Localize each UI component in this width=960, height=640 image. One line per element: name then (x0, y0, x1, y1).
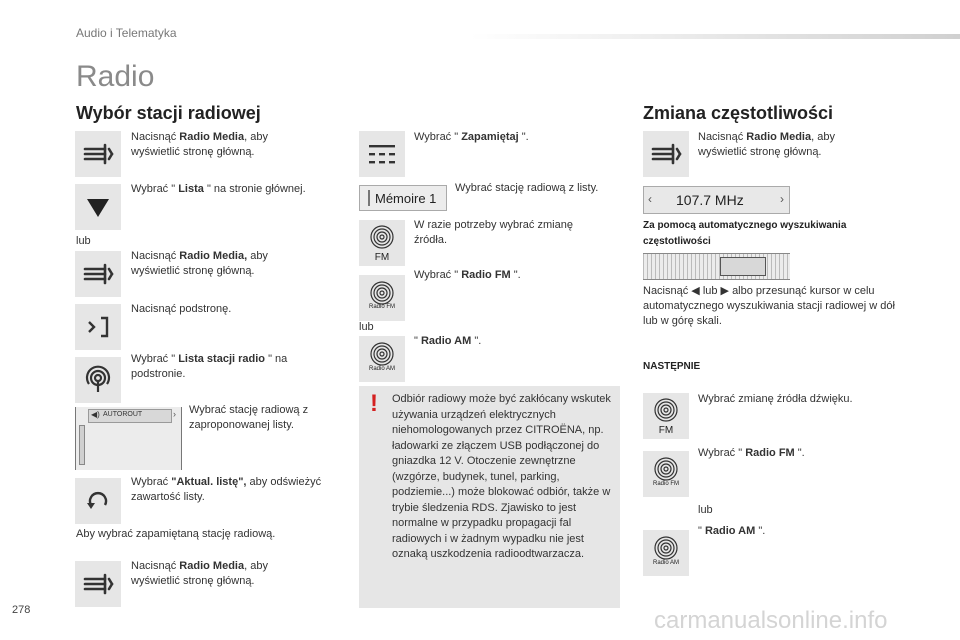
fm-label: FM (374, 252, 390, 263)
middle-step5-text (414, 334, 604, 349)
left-step7-text (131, 475, 326, 505)
mid-step1-bold: Zapamiętaj (461, 131, 519, 143)
radio-am-icon (643, 530, 689, 576)
frequency-value: 107.7 MHz (676, 192, 744, 208)
right-or-1: lub (698, 504, 713, 516)
radio-fm-label: Radio FM (652, 481, 679, 487)
frequency-scale[interactable] (643, 253, 790, 280)
step5-pre: Wybrać " (131, 353, 179, 365)
radio-fm-icon (643, 451, 689, 497)
header-section: Audio i Telematyka (76, 26, 177, 40)
r-step1-pre: Nacisnąć (698, 131, 747, 143)
step5-post: " na podstronie. (131, 353, 288, 380)
memory-button[interactable] (359, 185, 447, 211)
chevron-right-icon: › (780, 192, 784, 206)
step1-bold: Radio Media (179, 131, 245, 143)
mid-step1-pre: Wybrać " (414, 131, 462, 143)
radio-media-icon (643, 131, 689, 177)
station-list-thumbnail (75, 407, 182, 470)
mid-step1-post: ". (518, 131, 529, 143)
memory-button-divider (368, 190, 370, 206)
fm-label: FM (658, 425, 674, 436)
chevron-right-icon: › (173, 409, 176, 419)
mid-step4-pre: Wybrać " (414, 269, 462, 281)
step7-pre: Wybrać (131, 476, 172, 488)
radio-am-label: Radio AM (368, 366, 395, 372)
right-step5-text (698, 524, 888, 539)
left-memorize-text: Aby wybrać zapamiętaną stację radiową. (76, 528, 276, 540)
mid-step5-pre: " (414, 335, 421, 347)
middle-step4-text (414, 268, 604, 283)
step3-bold: Radio Media, (179, 250, 248, 262)
middle-step2-text: Wybrać stację radiową z listy. (455, 182, 599, 194)
step7-bold: "Aktual. listę", (171, 476, 247, 488)
middle-step1-text (414, 130, 614, 145)
right-heading: Zmiana częstotliwości (643, 103, 834, 123)
left-step2-text (131, 182, 346, 197)
right-step4-text (698, 446, 888, 461)
middle-step3-text: W razie potrzeby wybrać zmianę źródła. (414, 219, 573, 246)
frequency-display[interactable] (643, 186, 790, 214)
middle-or-1: lub (359, 321, 374, 333)
chevron-down-icon (75, 184, 121, 230)
right-step3-text: Wybrać zmianę źródła dźwięku. (698, 393, 853, 405)
step2-pre: Wybrać " (131, 183, 179, 195)
r-step1-bold: Radio Media (746, 131, 812, 143)
step3-pre: Nacisnąć (131, 250, 180, 262)
step1-pre: Nacisnąć (131, 131, 180, 143)
refresh-icon (75, 478, 121, 524)
step3-post: aby wyświetlić stronę główną. (131, 250, 268, 277)
mid-step5-bold: Radio AM (420, 335, 472, 347)
radio-am-icon (359, 336, 405, 382)
header-rule (470, 34, 960, 39)
radio-media-icon (75, 251, 121, 297)
step5-bold: Lista stacji radio (178, 353, 266, 365)
right-subheading: Za pomocą automatycznego wyszukiwania częstotliwości (643, 220, 847, 247)
step8-post: , aby wyświetlić stronę główną. (131, 560, 268, 587)
right-step2-text: Nacisnąć ◀ lub ▶ albo przesunąć kursor w celu automatycznego wyszukiwania stacji radiowej w dół lub w górę skali. (643, 285, 895, 327)
subpage-icon (75, 304, 121, 350)
r-step1-post: , aby wyświetlić stronę główną. (698, 131, 835, 158)
left-step6-text: Wybrać stację radiową z zaproponowanej listy. (189, 404, 309, 431)
list-row[interactable] (88, 409, 172, 423)
radio-station-list-icon (75, 357, 121, 403)
frequency-cursor[interactable] (720, 257, 766, 276)
chevron-left-icon: ‹ (648, 192, 652, 206)
left-step1-text (131, 130, 316, 160)
left-step3-text (131, 249, 316, 279)
left-step5-text (131, 352, 316, 382)
radio-media-icon (75, 561, 121, 607)
left-step4-text: Nacisnąć podstronę. (131, 303, 232, 315)
left-step8-text (131, 559, 316, 589)
warning-mark: ! (370, 390, 378, 417)
list-item-label: AUTOROUT (103, 411, 143, 418)
step8-pre: Nacisnąć (131, 560, 180, 572)
radio-fm-icon (359, 275, 405, 321)
radio-fm-label: Radio FM (368, 304, 395, 310)
watermark: carmanualsonline.info (654, 607, 888, 634)
warning-text: Odbiór radiowy może być zakłócany wskutek używania urządzeń elektrycznych niehomologowanych przez CITROËNA, np. ładowarki ze złączem USB podłączonej do gniazdka 12 V. Otoczenie zewnętrzne (wzgórze, budynek, tunel, parking, podziemie...) może blokować odbiór, także w trybie śledzenia RDS. Zjawisko to jest normalne w przypadku propagacji fal radiowych i w żadnym wypadku nie jest oznaką uszkodzenia radioodtwarzacza. (392, 393, 611, 560)
step1-post: , aby wyświetlić stronę główną. (131, 131, 268, 158)
mid-step4-post: ". (510, 269, 521, 281)
r-step5-pre: " (698, 525, 705, 537)
right-step1-text (698, 130, 883, 160)
radio-media-icon (75, 131, 121, 177)
mid-step5-post: ". (471, 335, 482, 347)
r-step4-post: ". (794, 447, 805, 459)
step2-post: " na stronie głównej. (203, 183, 306, 195)
radio-am-label: Radio AM (652, 560, 679, 566)
r-step4-pre: Wybrać " (698, 447, 746, 459)
step7-post: aby odświeżyć zawartość listy. (131, 476, 322, 503)
memory-button-label: Mémoire 1 (375, 191, 437, 206)
page-number: 278 (12, 604, 31, 616)
page-title: Radio (76, 60, 155, 93)
step2-bold: Lista (178, 183, 204, 195)
mid-step4-bold: Radio FM (461, 269, 511, 281)
right-next: NASTĘPNIE (643, 361, 701, 372)
r-step4-bold: Radio FM (745, 447, 795, 459)
r-step5-post: ". (755, 525, 766, 537)
speaker-icon: ◀) (91, 410, 100, 419)
save-preset-icon (359, 131, 405, 177)
r-step5-bold: Radio AM (704, 525, 756, 537)
warning-box (359, 386, 620, 608)
left-heading: Wybór stacji radiowej (76, 103, 261, 123)
list-scrollbar (79, 425, 85, 465)
left-or-1: lub (76, 235, 91, 247)
step8-bold: Radio Media (179, 560, 245, 572)
